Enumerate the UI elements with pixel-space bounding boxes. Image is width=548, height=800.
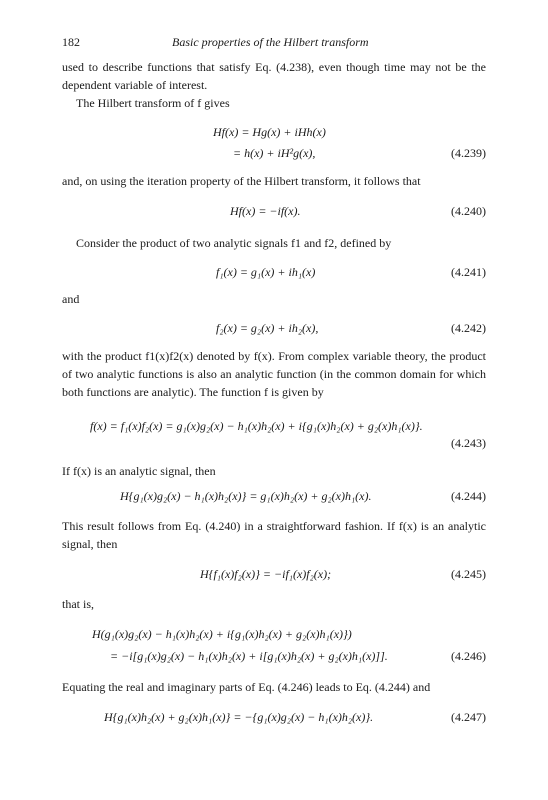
paragraph-5: and bbox=[62, 292, 80, 306]
paragraph-8: This result follows from Eq. (4.240) in a straightforward fashion. If f(x) is an analytic signal, then bbox=[62, 519, 486, 551]
paragraph-7: If f(x) is an analytic signal, then bbox=[62, 464, 216, 478]
equation-4-247: H{g₁(x)h₂(x) + g₂(x)h₁(x)} = −{g₁(x)g₂(x) − h₁(x)h₂(x)}. bbox=[104, 710, 374, 724]
equation-number-4-241: (4.241) bbox=[451, 265, 486, 279]
equation-number-4-239: (4.239) bbox=[451, 146, 486, 160]
equation-number-4-244: (4.244) bbox=[451, 489, 486, 503]
equation-4-245: H{f₁(x)f₂(x)} = −if₁(x)f₂(x); bbox=[200, 567, 332, 581]
paragraph-6: with the product f1(x)f2(x) denoted by f(x). From complex variable theory, the product of two analytic functions is also an analytic function (in the common domain for which both functions are analytic). The function f is given by bbox=[62, 349, 486, 399]
equation-4-239-line-1: Hf(x) = Hg(x) + iHh(x) bbox=[213, 125, 326, 139]
equation-4-240: Hf(x) = −if(x). bbox=[230, 204, 301, 218]
equation-4-241: f₁(x) = g₁(x) + ih₁(x) bbox=[216, 265, 316, 279]
equation-number-4-243: (4.243) bbox=[451, 436, 486, 450]
page-number: 182 bbox=[62, 35, 80, 49]
paragraph-9: that is, bbox=[62, 597, 94, 611]
equation-number-4-246: (4.246) bbox=[451, 649, 486, 663]
paragraph-4: Consider the product of two analytic signals f1 and f2, defined by bbox=[76, 236, 392, 250]
equation-4-246-line-2: = −i[g₁(x)g₂(x) − h₁(x)h₂(x) + i[g₁(x)h₂(x) + g₂(x)h₁(x)]]. bbox=[110, 649, 388, 663]
paragraph-10: Equating the real and imaginary parts of Eq. (4.246) leads to Eq. (4.244) and bbox=[62, 680, 431, 694]
equation-4-246-line-1: H(g₁(x)g₂(x) − h₁(x)h₂(x) + i{g₁(x)h₂(x) + g₂(x)h₁(x)}) bbox=[92, 627, 352, 641]
equation-number-4-247: (4.247) bbox=[451, 710, 486, 724]
running-title: Basic properties of the Hilbert transform bbox=[172, 35, 369, 49]
paragraph-3: and, on using the iteration property of the Hilbert transform, it follows that bbox=[62, 174, 421, 188]
equation-4-242: f₂(x) = g₂(x) + ih₂(x), bbox=[216, 321, 319, 335]
paragraph-1: used to describe functions that satisfy Eq. (4.238), even though time may not be the dependent variable of interest. bbox=[62, 60, 486, 92]
paragraph-2: The Hilbert transform of f gives bbox=[76, 96, 230, 110]
equation-4-243: f(x) = f₁(x)f₂(x) = g₁(x)g₂(x) − h₁(x)h₂(x) + i{g₁(x)h₂(x) + g₂(x)h₁(x)}. bbox=[90, 419, 423, 433]
equation-number-4-242: (4.242) bbox=[451, 321, 486, 335]
equation-number-4-245: (4.245) bbox=[451, 567, 486, 581]
equation-number-4-240: (4.240) bbox=[451, 204, 486, 218]
equation-4-239-line-2: = h(x) + iH²g(x), bbox=[233, 146, 316, 160]
equation-4-244: H{g₁(x)g₂(x) − h₁(x)h₂(x)} = g₁(x)h₂(x) + g₂(x)h₁(x). bbox=[120, 489, 372, 503]
